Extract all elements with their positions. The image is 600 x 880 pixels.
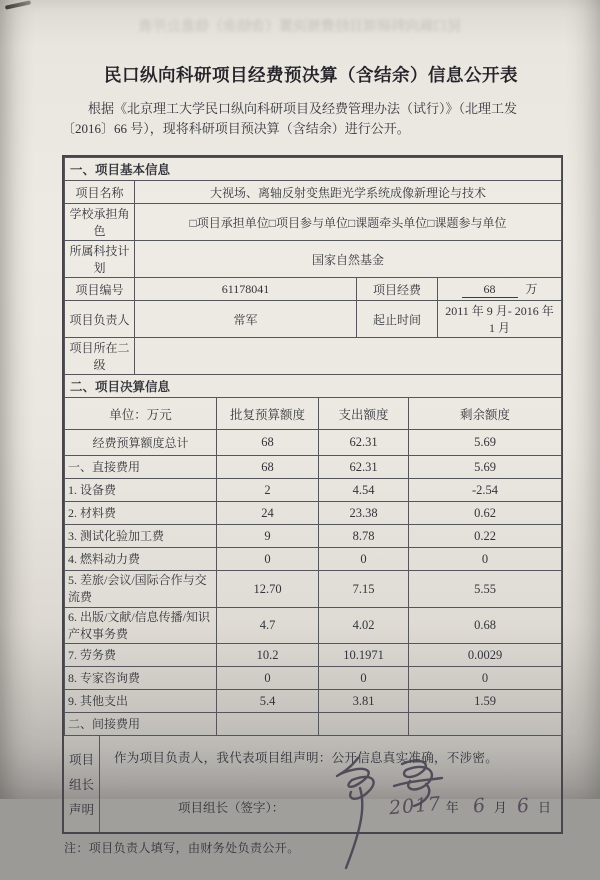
row-label: 1. 设备费 bbox=[65, 479, 217, 502]
table-row-other bbox=[65, 690, 562, 713]
project-fund-cell bbox=[438, 278, 562, 301]
basic-info-table bbox=[64, 157, 562, 375]
approved-value: 68 bbox=[217, 430, 319, 456]
field-value: 2011 年 9 月- 2016 年 1 月 bbox=[438, 301, 562, 338]
approved-value: 68 bbox=[217, 456, 319, 479]
row-label: 4. 燃料动力费 bbox=[65, 548, 217, 571]
approved-value: 0 bbox=[217, 667, 319, 690]
spent-value: 3.81 bbox=[319, 690, 409, 713]
remaining-value: 0 bbox=[409, 548, 562, 571]
spent-value: 0 bbox=[319, 548, 409, 571]
column-header-approved: 批复预算额度 bbox=[217, 398, 319, 430]
spent-value: 23.38 bbox=[319, 502, 409, 525]
field-label: 学校承担角色 bbox=[65, 204, 135, 241]
spent-value: 0 bbox=[319, 667, 409, 690]
page-title: 民口纵向科研项目经费预决算（含结余）信息公开表 bbox=[104, 65, 518, 85]
approved-value: 4.7 bbox=[217, 607, 319, 644]
month-char: 月 bbox=[493, 800, 507, 816]
field-label: 项目名称 bbox=[65, 181, 135, 204]
row-label: 2. 材料费 bbox=[65, 502, 217, 525]
table-row-school-role bbox=[65, 204, 562, 241]
row-label: 经费预算额度总计 bbox=[65, 430, 217, 456]
basic-section-title: 一、项目基本信息 bbox=[65, 158, 562, 181]
side-label-line: 组长 bbox=[68, 778, 94, 793]
intro-paragraph: 根据《北京理工大学民口纵向科研项目及经费管理办法（试行）》（北理工发〔2016〕66 号），现将科研项目预决算（含结余）进行公开。 bbox=[62, 101, 518, 137]
field-label: 项目经费 bbox=[357, 278, 438, 301]
spent-value: 10.1971 bbox=[319, 644, 409, 667]
budget-section-title: 二、项目决算信息 bbox=[65, 375, 562, 398]
remaining-value: -2.54 bbox=[409, 479, 562, 502]
table-row-program bbox=[65, 241, 562, 278]
row-label: 7. 劳务费 bbox=[65, 644, 217, 667]
budget-header-row bbox=[65, 398, 562, 430]
approved-value: 24 bbox=[217, 502, 319, 525]
remaining-value: 0.0029 bbox=[409, 644, 562, 667]
pen-mark bbox=[5, 0, 31, 9]
field-value: 大视场、离轴反射变焦距光学系统成像新理论与技术 bbox=[135, 181, 562, 204]
signature-scrawl bbox=[322, 750, 472, 880]
field-label: 项目编号 bbox=[65, 278, 135, 301]
document bbox=[62, 0, 560, 856]
declaration-statement: 作为项目负责人，我代表项目组声明：公开信息真实准确，不涉密。 bbox=[114, 751, 499, 766]
table-row-labor bbox=[65, 644, 562, 667]
column-header-unit: 单位：万元 bbox=[65, 398, 217, 430]
declaration-side-label bbox=[64, 736, 100, 832]
remaining-value: 1.59 bbox=[409, 690, 562, 713]
approved-value: 10.2 bbox=[217, 644, 319, 667]
form-table bbox=[62, 155, 563, 834]
table-row-publication-ip bbox=[65, 607, 562, 644]
field-value: 国家自然基金 bbox=[135, 241, 562, 278]
table-row-direct-costs bbox=[65, 456, 562, 479]
row-label: 5. 差旅/会议/国际合作与交流费 bbox=[65, 571, 217, 608]
column-header-spent: 支出额度 bbox=[319, 398, 409, 430]
row-label: 9. 其他支出 bbox=[65, 690, 217, 713]
footnote: 注：项目负责人填写，由财务处负责公开。 bbox=[64, 841, 300, 856]
declaration-body bbox=[100, 736, 561, 832]
spent-value: 7.15 bbox=[319, 571, 409, 608]
field-label: 项目负责人 bbox=[65, 301, 135, 338]
year-char: 年 bbox=[445, 800, 459, 816]
field-value bbox=[135, 338, 562, 375]
approved-value: 5.4 bbox=[217, 690, 319, 713]
field-value: 61178041 bbox=[135, 278, 357, 301]
approved-value bbox=[217, 713, 319, 736]
handwritten-day: 6 bbox=[515, 794, 531, 819]
remaining-value: 0.68 bbox=[409, 607, 562, 644]
row-label: 6. 出版/文献/信息传播/知识产权事务费 bbox=[65, 607, 217, 644]
column-header-remaining: 剩余额度 bbox=[409, 398, 562, 430]
table-row-total bbox=[65, 430, 562, 456]
field-label: 所属科技计划 bbox=[65, 241, 135, 278]
table-row-testing bbox=[65, 525, 562, 548]
remaining-value bbox=[409, 713, 562, 736]
table-row-materials bbox=[65, 502, 562, 525]
field-label: 起止时间 bbox=[357, 301, 438, 338]
spent-value: 4.02 bbox=[319, 607, 409, 644]
remaining-value: 0.62 bbox=[409, 502, 562, 525]
fund-unit: 万 bbox=[525, 282, 538, 297]
remaining-value: 5.69 bbox=[409, 430, 562, 456]
approved-value: 2 bbox=[217, 479, 319, 502]
remaining-value: 5.69 bbox=[409, 456, 562, 479]
field-value: 常军 bbox=[135, 301, 357, 338]
day-char: 日 bbox=[537, 800, 551, 816]
field-label: 项目所在二级 bbox=[65, 338, 135, 375]
table-row-expert-consult bbox=[65, 667, 562, 690]
table-row-indirect-costs bbox=[65, 713, 562, 736]
sign-label: 项目组长（签字）： bbox=[178, 800, 285, 815]
declaration-section bbox=[64, 735, 561, 832]
row-label: 3. 测试化验加工费 bbox=[65, 525, 217, 548]
spent-value: 8.78 bbox=[319, 525, 409, 548]
table-row-project-number bbox=[65, 278, 562, 301]
budget-table bbox=[64, 374, 562, 736]
role-checkboxes: □项目承担单位□项目参与单位□课题牵头单位□课题参与单位 bbox=[135, 204, 562, 241]
side-label-line: 项目 bbox=[68, 753, 94, 768]
bleedthrough-text: 民口纵向科研项目经费预决算（含结余）信息公开表 bbox=[139, 20, 461, 35]
side-label-line: 声明 bbox=[68, 803, 94, 818]
row-label: 一、直接费用 bbox=[65, 456, 217, 479]
approved-value: 9 bbox=[217, 525, 319, 548]
basic-section-row bbox=[65, 158, 562, 181]
approved-value: 0 bbox=[217, 548, 319, 571]
spent-value: 62.31 bbox=[319, 430, 409, 456]
table-row-secondary-unit bbox=[65, 338, 562, 375]
table-row-leader bbox=[65, 301, 562, 338]
row-label: 二、间接费用 bbox=[65, 713, 217, 736]
remaining-value: 5.55 bbox=[409, 571, 562, 608]
table-row-equipment bbox=[65, 479, 562, 502]
spent-value bbox=[319, 713, 409, 736]
row-label: 8. 专家咨询费 bbox=[65, 667, 217, 690]
spent-value: 62.31 bbox=[319, 456, 409, 479]
spent-value: 4.54 bbox=[319, 479, 409, 502]
remaining-value: 0 bbox=[409, 667, 562, 690]
handwritten-year: 2017 bbox=[388, 793, 443, 820]
fund-amount: 68 bbox=[462, 282, 518, 298]
remaining-value: 0.22 bbox=[409, 525, 562, 548]
approved-value: 12.70 bbox=[217, 571, 319, 608]
table-row-fuel-power bbox=[65, 548, 562, 571]
handwritten-month: 6 bbox=[471, 794, 487, 819]
table-row-project-name bbox=[65, 181, 562, 204]
table-row-travel-conference bbox=[65, 571, 562, 608]
budget-section-row bbox=[65, 375, 562, 398]
